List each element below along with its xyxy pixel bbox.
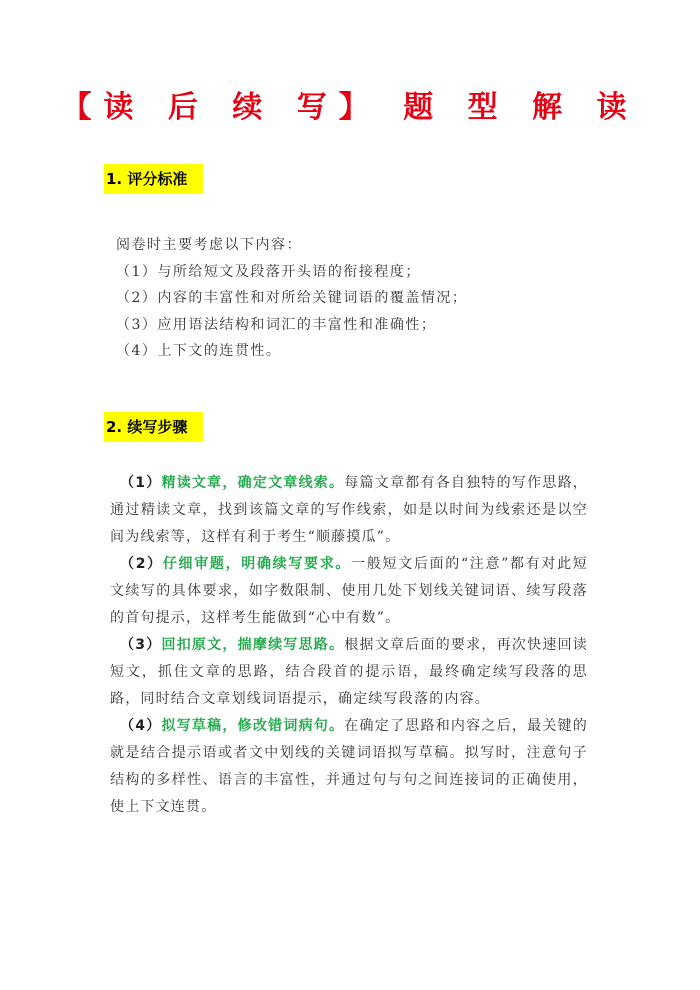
- criteria-item: （1）与所给短文及段落开头语的衔接程度；: [116, 263, 421, 280]
- criteria-intro: 阅卷时主要考虑以下内容：: [116, 237, 302, 253]
- step-key-phrase: 回扣原文，揣摩续写思路。: [161, 637, 345, 653]
- section-heading-scoring: 1. 评分标准: [104, 164, 203, 194]
- step-key-phrase: 精读文章，确定文章线索。: [161, 475, 345, 491]
- section-heading-steps: 2. 续写步骤: [104, 412, 203, 442]
- step-paragraph: [110, 551, 588, 632]
- step-key-phrase: 拟写草稿，修改错词病句。: [161, 718, 345, 734]
- writing-steps: [110, 470, 588, 821]
- step-paragraph: [110, 713, 588, 821]
- criteria-item: （3）应用语法结构和词汇的丰富性和准确性；: [116, 316, 437, 333]
- page-title: 【读 后 续 写】 题 型 解 读: [61, 90, 639, 125]
- criteria-item: （4）上下文的连贯性。: [116, 343, 282, 359]
- step-paragraph: [110, 632, 588, 713]
- step-text: 在确定了思路和内容之后，最关键的就是结合提示语或者文中划线的关键词语拟写草稿。拟写时，注意句子结构的多样性、语言的丰富性，并通过句与句之间连接词的正确使用，使上下文连贯。: [110, 718, 589, 815]
- step-text: 一般短文后面的“注意”都有对此短文续写的具体要求，如字数限制、使用几处下划线关键词语、续写段落的首句提示，这样考生能做到“心中有数”。: [110, 556, 589, 626]
- step-number: （1）: [120, 475, 162, 491]
- step-paragraph: [110, 470, 588, 551]
- step-number: （4）: [120, 718, 162, 734]
- step-number: （2）: [120, 556, 163, 572]
- step-text: 根据文章后面的要求，再次快速回读短文，抓住文章的思路，结合段首的提示语，最终确定续写段落的思路，同时结合文章划线词语提示，确定续写段落的内容。: [110, 637, 589, 707]
- scoring-criteria: [116, 232, 616, 365]
- step-number: （3）: [120, 637, 162, 653]
- step-text: 每篇文章都有各自独特的写作思路，通过精读文章，找到该篇文章的写作线索，如是以时间为线索还是以空间为线索等，这样有利于考生“顺藤摸瓜”。: [110, 475, 589, 545]
- criteria-item: （2）内容的丰富性和对所给关键词语的覆盖情况；: [116, 290, 468, 306]
- step-key-phrase: 仔细审题，明确续写要求。: [162, 556, 352, 572]
